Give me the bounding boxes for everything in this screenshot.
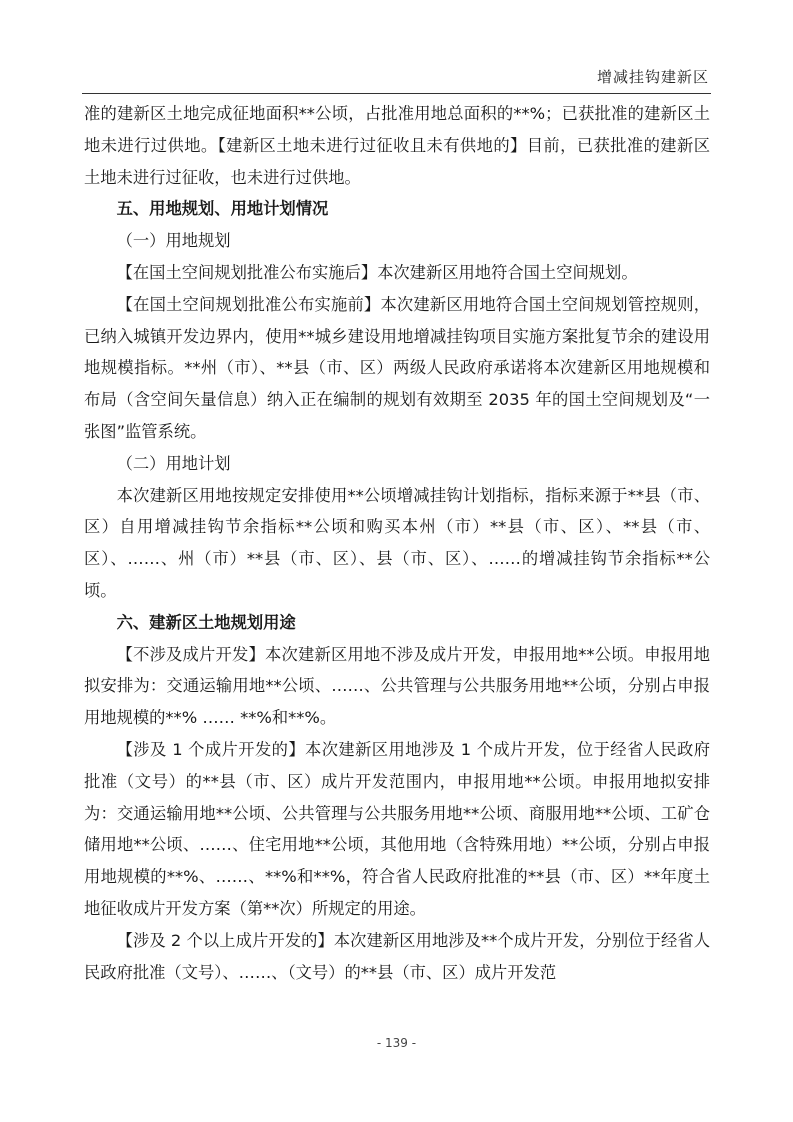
document-body bbox=[84, 98, 710, 988]
running-header: 增减挂钩建新区 bbox=[596, 68, 709, 86]
body-paragraph: 【涉及 2 个以上成片开发的】本次建新区用地涉及**个成片开发，分别位于经省人民政府批准（文号）、……、（文号）的**县（市、区）成片开发范 bbox=[84, 930, 710, 982]
body-paragraph: 本次建新区用地按规定安排使用**公顷增减挂钩计划指标，指标来源于**县（市、区）自用增减挂钩节余指标**公顷和购买本州（市）**县（市、区）、**县（市、区）、……、州（市）**县（市、区）、县（市、区）、……的增减挂钩节余指标**公顷。 bbox=[84, 485, 710, 600]
section-heading: 五、用地规划、用地计划情况 bbox=[116, 199, 329, 219]
body-paragraph: （二）用地计划 bbox=[116, 453, 231, 473]
header-rule bbox=[82, 93, 711, 94]
page-number: - 139 - bbox=[376, 1036, 417, 1050]
body-paragraph: 【在国土空间规划批准公布实施前】本次建新区用地符合国土空间规划管控规则，已纳入城镇开发边界内，使用**城乡建设用地增减挂钩项目实施方案批复节余的建设用地规模指标。**州（市）、**县（市、区）两级人民政府承诺将本次建新区用地规模和布局（含空间矢量信息）纳入正在编制的规划有效期至 2035 年的国土空间规划及“一张图”监管系统。 bbox=[84, 294, 710, 441]
body-paragraph: 【不涉及成片开发】本次建新区用地不涉及成片开发，申报用地**公顷。申报用地拟安排为：交通运输用地**公顷、……、公共管理与公共服务用地**公顷，分别占申报用地规模的**% …… **%和**%。 bbox=[84, 644, 710, 728]
body-paragraph: 【涉及 1 个成片开发的】本次建新区用地涉及 1 个成片开发，位于经省人民政府批准（文号）的**县（市、区）成片开发范围内，申报用地**公顷。申报用地拟安排为：交通运输用地**公顷、公共管理与公共服务用地**公顷、商服用地**公顷、工矿仓储用地**公顷、……、住宅用地**公顷，其他用地（含特殊用地）**公顷，分别占申报用地规模的**%、……、**%和**%，符合省人民政府批准的**县（市、区）**年度土地征收成片开发方案（第**次）所规定的用途。 bbox=[84, 739, 710, 918]
body-paragraph: 准的建新区土地完成征地面积**公顷，占批准用地总面积的**%；已获批准的建新区土地未进行过供地。【建新区土地未进行过征收且未有供地的】目前，已获批准的建新区土地未进行过征收，也未进行过供地。 bbox=[84, 104, 710, 187]
body-paragraph: 【在国土空间规划批准公布实施后】本次建新区用地符合国土空间规划。 bbox=[116, 262, 638, 282]
section-heading: 六、建新区土地规划用途 bbox=[116, 612, 296, 632]
body-paragraph: （一）用地规划 bbox=[116, 231, 231, 251]
